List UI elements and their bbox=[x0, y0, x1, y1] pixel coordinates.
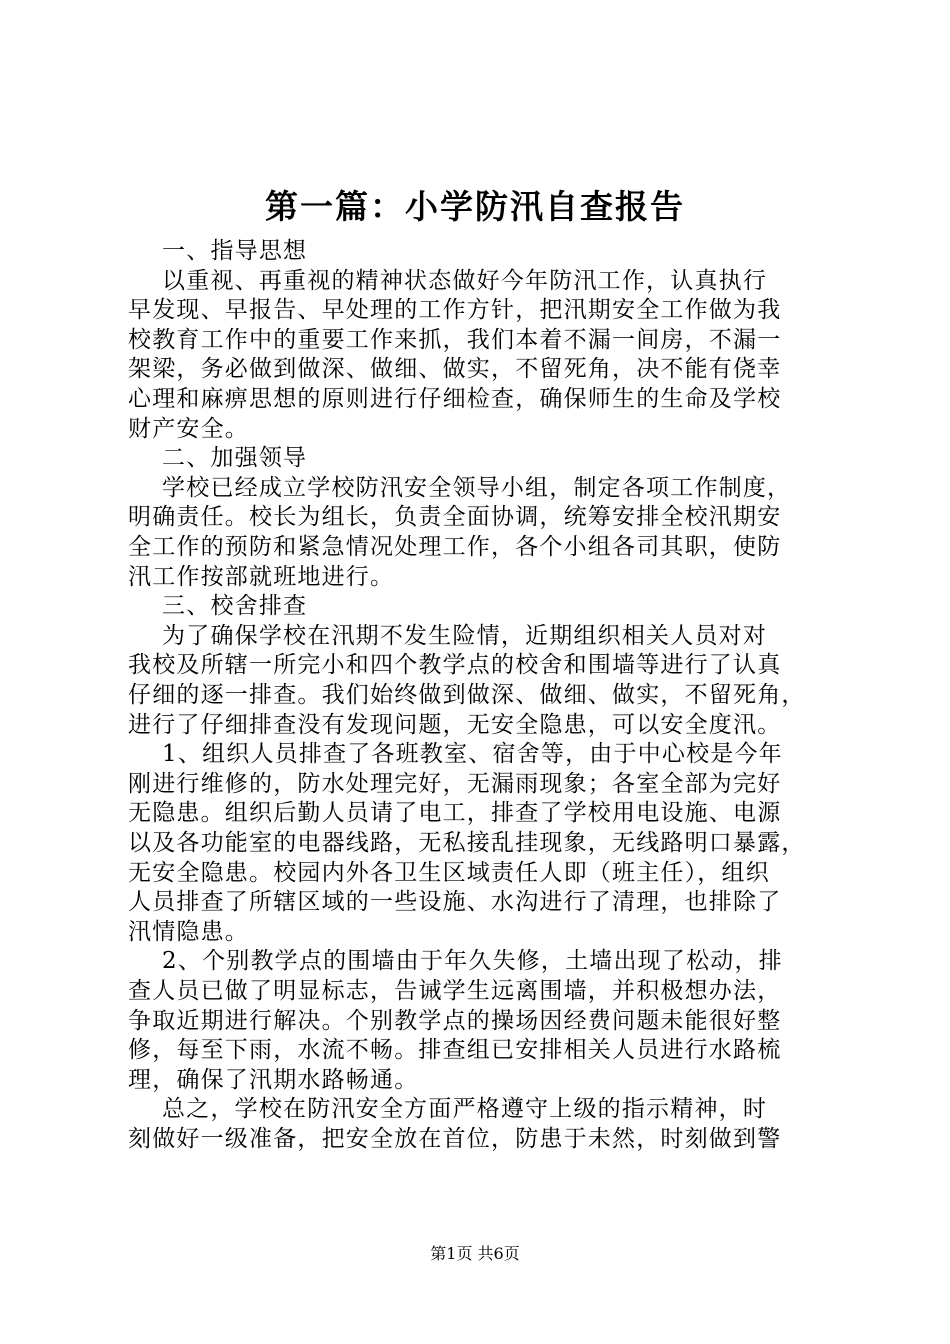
text-line: 以重视、再重视的精神状态做好今年防汛工作，认真执行 bbox=[128, 267, 768, 294]
text-line: 学校已经成立学校防汛安全领导小组，制定各项工作制度， bbox=[128, 474, 792, 501]
text-line: 一、指导思想 bbox=[128, 238, 308, 264]
text-line: 早发现、早报告、早处理的工作方针，把汛期安全工作做为我 bbox=[128, 297, 782, 324]
text-line: 争取近期进行解决。个别教学点的操场因经费问题未能很好整 bbox=[128, 1007, 782, 1034]
text-line: 1、组织人员排查了各班教室、宿舍等，由于中心校是今年 bbox=[128, 741, 783, 768]
text-line: 进行了仔细排查没有发现问题，无安全隐患，可以安全度汛。 bbox=[128, 711, 782, 738]
text-line: 总之，学校在防汛安全方面严格遵守上级的指示精神，时 bbox=[128, 1096, 768, 1123]
text-line: 明确责任。校长为组长，负责全面协调，统筹安排全校汛期安 bbox=[128, 504, 782, 531]
text-line: 二、加强领导 bbox=[128, 445, 308, 472]
text-line: 心理和麻痹思想的原则进行仔细检查，确保师生的生命及学校 bbox=[128, 386, 782, 412]
text-line: 校教育工作中的重要工作来抓，我们本着不漏一间房，不漏一 bbox=[128, 326, 782, 353]
text-line: 修，每至下雨，水流不畅。排查组已安排相关人员进行水路梳 bbox=[128, 1037, 782, 1064]
page-footer: 第1页 共6页 bbox=[430, 1244, 520, 1263]
text-line: 财产安全。 bbox=[128, 415, 249, 442]
text-line: 仔细的逐一排查。我们始终做到做深、做细、做实，不留死角， bbox=[128, 682, 806, 708]
text-line: 2、个别教学点的围墙由于年久失修，土墙出现了松动，排 bbox=[128, 948, 783, 975]
text-line: 汛情隐患。 bbox=[128, 918, 249, 945]
text-line: 我校及所辖一所完小和四个教学点的校舍和围墙等进行了认真 bbox=[128, 652, 782, 679]
text-line: 架梁，务必做到做深、做细、做实，不留死角，决不能有侥幸 bbox=[128, 356, 782, 383]
text-line: 刚进行维修的，防水处理完好，无漏雨现象；各室全部为完好 bbox=[128, 770, 782, 797]
text-line: 以及各功能室的电器线路，无私接乱挂现象，无线路明口暴露， bbox=[128, 830, 806, 856]
text-line: 汛工作按部就班地进行。 bbox=[128, 563, 395, 590]
text-line: 为了确保学校在汛期不发生险情，近期组织相关人员对对 bbox=[128, 622, 768, 649]
text-line: 人员排查了所辖区域的一些设施、水沟进行了清理，也排除了 bbox=[128, 889, 782, 916]
text-line: 无隐患。组织后勤人员请了电工，排查了学校用电设施、电源 bbox=[128, 800, 782, 827]
text-line: 三、校舍排查 bbox=[128, 593, 308, 620]
document-title: 第一篇：小学防汛自查报告 bbox=[265, 187, 685, 226]
text-line: 无安全隐患。校园内外各卫生区域责任人即（班主任），组织 bbox=[128, 859, 770, 886]
text-line: 理，确保了汛期水路畅通。 bbox=[128, 1066, 419, 1093]
text-line: 刻做好一级准备，把安全放在首位，防患于未然，时刻做到警 bbox=[128, 1126, 782, 1152]
text-line: 查人员已做了明显标志，告诫学生远离围墙，并积极想办法， bbox=[128, 978, 782, 1004]
text-line: 全工作的预防和紧急情况处理工作，各个小组各司其职，使防 bbox=[128, 534, 782, 560]
